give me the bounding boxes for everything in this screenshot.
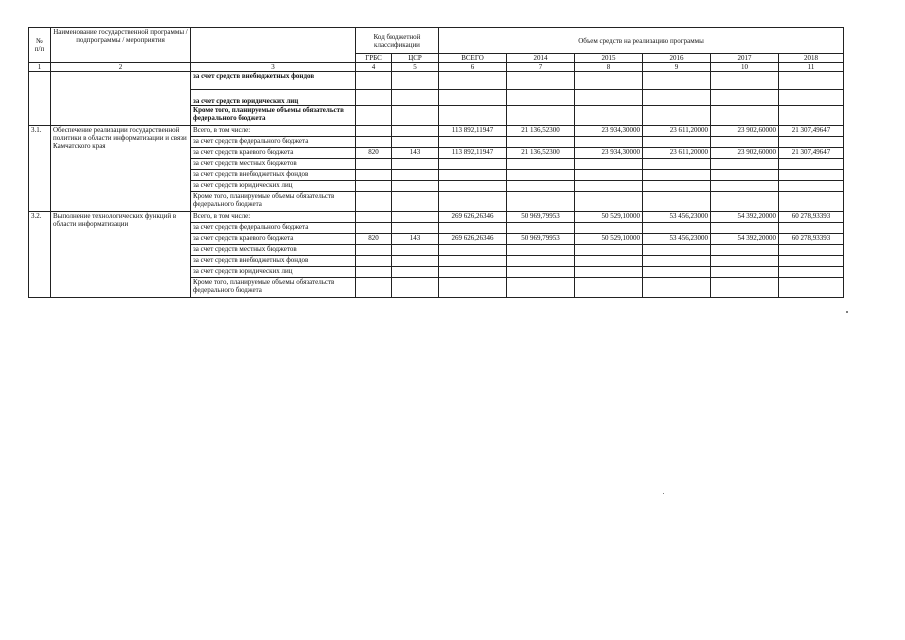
grbs-cell <box>356 223 392 234</box>
year-cell: 50 969,79953 <box>507 234 575 245</box>
grbs-cell <box>356 137 392 148</box>
csr-cell: 143 <box>392 148 439 159</box>
column-number-row <box>29 63 844 72</box>
col-number: 9 <box>643 63 711 72</box>
year-cell <box>575 159 643 170</box>
table-row <box>29 212 844 223</box>
row-label: за счет средств внебюджетных фондов <box>191 256 356 267</box>
csr-cell <box>392 245 439 256</box>
csr-cell <box>392 212 439 223</box>
year-cell: 23 934,30000 <box>575 126 643 137</box>
col-number: 1 <box>29 63 51 72</box>
total-cell: 269 626,26346 <box>439 212 507 223</box>
year-cell <box>575 170 643 181</box>
row-label: Всего, в том числе: <box>191 126 356 137</box>
section-number: 3.2. <box>29 212 51 298</box>
total-cell: 113 892,11947 <box>439 148 507 159</box>
col-number: 4 <box>356 63 392 72</box>
year-cell <box>643 267 711 278</box>
row-label: за счет средств юридических лиц <box>191 267 356 278</box>
year-cell <box>507 170 575 181</box>
row-label: за счет средств юридических лиц <box>191 90 356 106</box>
empty-cell <box>51 72 191 126</box>
header-code-group: Код бюджетной классификации <box>356 28 439 54</box>
csr-cell <box>392 159 439 170</box>
col-number: 5 <box>392 63 439 72</box>
grbs-cell <box>356 181 392 192</box>
col-number: 11 <box>779 63 844 72</box>
year-cell: 53 456,23000 <box>643 212 711 223</box>
row-label: за счет средств краевого бюджета <box>191 148 356 159</box>
year-cell <box>779 181 844 192</box>
year-cell: 23 611,20000 <box>643 126 711 137</box>
table-row <box>29 126 844 137</box>
header-blank <box>191 28 356 63</box>
year-cell <box>507 159 575 170</box>
header-year: 2018 <box>779 54 844 63</box>
grbs-cell <box>356 212 392 223</box>
year-cell: 53 456,23000 <box>643 234 711 245</box>
row-label: за счет средств федерального бюджета <box>191 137 356 148</box>
year-cell <box>779 170 844 181</box>
total-cell <box>439 137 507 148</box>
total-cell <box>439 256 507 267</box>
year-cell <box>711 256 779 267</box>
csr-cell <box>392 267 439 278</box>
year-cell <box>507 192 575 212</box>
year-cell <box>507 245 575 256</box>
header-year: 2016 <box>643 54 711 63</box>
year-cell <box>779 245 844 256</box>
year-cell: 50 529,10000 <box>575 212 643 223</box>
row-label: Кроме того, планируемые объемы обязательств федерального бюджета <box>191 106 356 126</box>
row-label: за счет средств внебюджетных фондов <box>191 170 356 181</box>
year-cell <box>711 278 779 298</box>
year-cell <box>507 267 575 278</box>
year-cell <box>711 192 779 212</box>
total-cell <box>439 267 507 278</box>
year-cell <box>575 267 643 278</box>
header-year: 2015 <box>575 54 643 63</box>
empty-cell <box>29 72 51 126</box>
total-cell <box>439 181 507 192</box>
csr-cell: 143 <box>392 234 439 245</box>
scan-speck <box>663 493 664 494</box>
year-cell: 23 902,60000 <box>711 126 779 137</box>
grbs-cell <box>356 245 392 256</box>
csr-cell <box>392 170 439 181</box>
year-cell <box>507 137 575 148</box>
year-cell <box>643 223 711 234</box>
row-label: Кроме того, планируемые объемы обязательств федерального бюджета <box>191 278 356 298</box>
scan-speck <box>846 311 848 313</box>
year-cell <box>507 181 575 192</box>
year-cell <box>643 170 711 181</box>
year-cell <box>779 159 844 170</box>
year-cell <box>575 181 643 192</box>
year-cell <box>643 159 711 170</box>
year-cell: 54 392,20000 <box>711 212 779 223</box>
grbs-cell <box>356 256 392 267</box>
total-cell <box>439 278 507 298</box>
year-cell <box>643 137 711 148</box>
header-name: Наименование государственной программы / подпрограммы / мероприятия <box>51 28 191 63</box>
header-volume-group: Объем средств на реализацию программы <box>439 28 844 54</box>
grbs-cell <box>356 267 392 278</box>
csr-cell <box>392 256 439 267</box>
header-year: 2014 <box>507 54 575 63</box>
year-cell <box>711 223 779 234</box>
header-no: № п/п <box>29 28 51 63</box>
year-cell <box>779 137 844 148</box>
col-number: 7 <box>507 63 575 72</box>
year-cell <box>643 256 711 267</box>
csr-cell <box>392 223 439 234</box>
section-number: 3.1. <box>29 126 51 212</box>
col-number: 6 <box>439 63 507 72</box>
col-number: 10 <box>711 63 779 72</box>
col-number: 2 <box>51 63 191 72</box>
year-cell <box>643 245 711 256</box>
header-grbs: ГРБС <box>356 54 392 63</box>
year-cell <box>779 192 844 212</box>
year-cell <box>575 245 643 256</box>
total-cell: 269 626,26346 <box>439 234 507 245</box>
year-cell <box>507 278 575 298</box>
total-cell <box>439 192 507 212</box>
year-cell: 54 392,20000 <box>711 234 779 245</box>
csr-cell <box>392 137 439 148</box>
year-cell: 21 136,52300 <box>507 126 575 137</box>
row-label: за счет средств местных бюджетов <box>191 159 356 170</box>
year-cell: 50 969,79953 <box>507 212 575 223</box>
year-cell: 23 902,60000 <box>711 148 779 159</box>
section-name: Выполнение технологических функций в области информатизации <box>51 212 191 298</box>
year-cell <box>643 181 711 192</box>
row-label: Кроме того, планируемые объемы обязательств федерального бюджета <box>191 192 356 212</box>
year-cell <box>575 256 643 267</box>
year-cell: 23 611,20000 <box>643 148 711 159</box>
year-cell <box>507 223 575 234</box>
header-csr: ЦСР <box>392 54 439 63</box>
total-cell <box>439 159 507 170</box>
grbs-cell <box>356 159 392 170</box>
year-cell <box>779 267 844 278</box>
year-cell <box>575 192 643 212</box>
year-cell <box>711 267 779 278</box>
row-label: за счет средств внебюджетных фондов <box>191 72 356 90</box>
year-cell <box>711 170 779 181</box>
csr-cell <box>392 126 439 137</box>
col-number: 3 <box>191 63 356 72</box>
year-cell <box>643 192 711 212</box>
year-cell <box>779 278 844 298</box>
budget-table <box>28 27 844 298</box>
year-cell: 60 278,93393 <box>779 234 844 245</box>
row-label: за счет средств местных бюджетов <box>191 245 356 256</box>
grbs-cell: 820 <box>356 234 392 245</box>
year-cell <box>575 137 643 148</box>
section-name: Обеспечение реализации государственной политики в области информатизации и связи Камчатского края <box>51 126 191 212</box>
grbs-cell: 820 <box>356 148 392 159</box>
total-cell <box>439 223 507 234</box>
row-label: за счет средств краевого бюджета <box>191 234 356 245</box>
grbs-cell <box>356 278 392 298</box>
table-row <box>29 72 844 90</box>
header-total: ВСЕГО <box>439 54 507 63</box>
year-cell <box>575 278 643 298</box>
year-cell <box>711 137 779 148</box>
csr-cell <box>392 192 439 212</box>
year-cell <box>711 159 779 170</box>
csr-cell <box>392 278 439 298</box>
year-cell <box>507 256 575 267</box>
year-cell <box>711 245 779 256</box>
grbs-cell <box>356 170 392 181</box>
year-cell: 50 529,10000 <box>575 234 643 245</box>
grbs-cell <box>356 126 392 137</box>
row-label: за счет средств юридических лиц <box>191 181 356 192</box>
csr-cell <box>392 181 439 192</box>
col-number: 8 <box>575 63 643 72</box>
year-cell: 60 278,93393 <box>779 212 844 223</box>
year-cell: 23 934,30000 <box>575 148 643 159</box>
total-cell <box>439 170 507 181</box>
year-cell <box>643 278 711 298</box>
row-label: Всего, в том числе: <box>191 212 356 223</box>
row-label: за счет средств федерального бюджета <box>191 223 356 234</box>
total-cell <box>439 245 507 256</box>
header-year: 2017 <box>711 54 779 63</box>
year-cell: 21 136,52300 <box>507 148 575 159</box>
grbs-cell <box>356 192 392 212</box>
year-cell: 21 307,49647 <box>779 126 844 137</box>
year-cell: 21 307,49647 <box>779 148 844 159</box>
year-cell <box>779 256 844 267</box>
year-cell <box>575 223 643 234</box>
year-cell <box>779 223 844 234</box>
total-cell: 113 892,11947 <box>439 126 507 137</box>
year-cell <box>711 181 779 192</box>
